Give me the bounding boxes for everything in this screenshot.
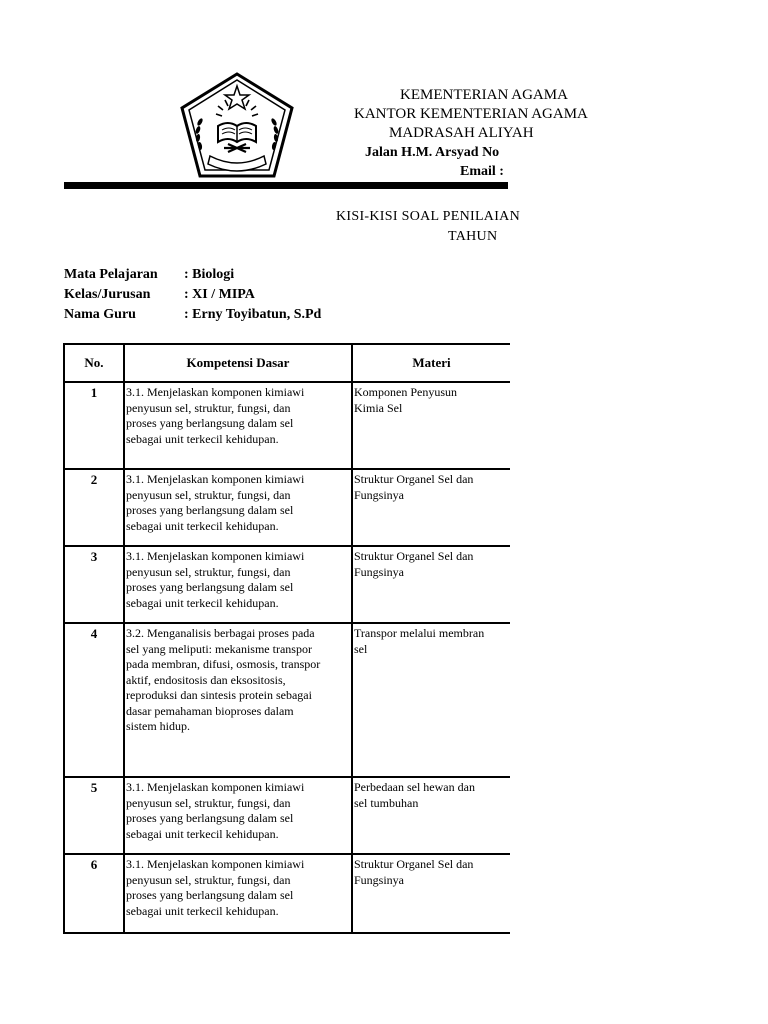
letterhead-email: Email : [460,164,504,179]
cell-kompetensi: 3.1. Menjelaskan komponen kimiawi penyusun sel, struktur, fungsi, dan proses yang berlangsung dalam sel sebagai unit terkecil kehidupan. [124,777,352,854]
letterhead-line-3: MADRASAH ALIYAH [389,125,534,141]
cell-no: 3 [64,546,124,623]
meta-value: : Erny Toyibatun, S.Pd [184,307,322,322]
table-header-row [64,344,510,382]
cell-materi: Transpor melalui membran sel [352,623,510,777]
column-header-no: No. [64,344,124,382]
cell-kompetensi: 3.1. Menjelaskan komponen kimiawi penyusun sel, struktur, fungsi, dan proses yang berlangsung dalam sel sebagai unit terkecil kehidupan. [124,546,352,623]
cell-kompetensi: 3.1. Menjelaskan komponen kimiawi penyusun sel, struktur, fungsi, dan proses yang berlangsung dalam sel sebagai unit terkecil kehidupan. [124,854,352,933]
grid-table [63,343,510,934]
cell-materi: Perbedaan sel hewan dan sel tumbuhan [352,777,510,854]
cell-kompetensi: 3.1. Menjelaskan komponen kimiawi penyusun sel, struktur, fungsi, dan proses yang berlangsung dalam sel sebagai unit terkecil kehidupan. [124,382,352,469]
table-row [64,854,510,933]
meta-label: Nama Guru [64,307,136,322]
cell-no: 1 [64,382,124,469]
cell-materi: Struktur Organel Sel dan Fungsinya [352,469,510,546]
column-header-kd: Kompetensi Dasar [124,344,352,382]
table-row [64,546,510,623]
cell-no: 4 [64,623,124,777]
cell-materi: Struktur Organel Sel dan Fungsinya [352,854,510,933]
letterhead [300,86,588,181]
letterhead-line-1: KEMENTERIAN AGAMA [400,87,568,103]
cell-no: 5 [64,777,124,854]
meta-label: Kelas/Jurusan [64,287,151,302]
title-line-1: KISI-KISI SOAL PENILAIAN [336,209,520,224]
meta-value: : XI / MIPA [184,287,255,302]
cell-no: 6 [64,854,124,933]
table-row [64,623,510,777]
letterhead-line-2: KANTOR KEMENTERIAN AGAMA [354,106,588,122]
title-line-2: TAHUN [448,229,498,244]
document-title [336,207,520,247]
kemenag-logo [178,70,296,180]
table-row [64,382,510,469]
cell-materi: Komponen Penyusun Kimia Sel [352,382,510,469]
meta-label: Mata Pelajaran [64,267,158,282]
meta-value: : Biologi [184,267,235,282]
cell-materi: Struktur Organel Sel dan Fungsinya [352,546,510,623]
grid-table-container [63,343,509,934]
cell-kompetensi: 3.1. Menjelaskan komponen kimiawi penyusun sel, struktur, fungsi, dan proses yang berlangsung dalam sel sebagai unit terkecil kehidupan. [124,469,352,546]
table-row [64,777,510,854]
letterhead-address: Jalan H.M. Arsyad No [365,145,500,160]
table-row [64,469,510,546]
column-header-materi: Materi [352,344,510,382]
header-divider [64,182,508,189]
cell-no: 2 [64,469,124,546]
cell-kompetensi: 3.2. Menganalisis berbagai proses pada sel yang meliputi: mekanisme transpor pada membran, difusi, osmosis, transpor aktif, endositosis dan eksositosis, reproduksi dan sintesis protein sebagai dasar pemahaman bioproses dalam sistem hidup. [124,623,352,777]
